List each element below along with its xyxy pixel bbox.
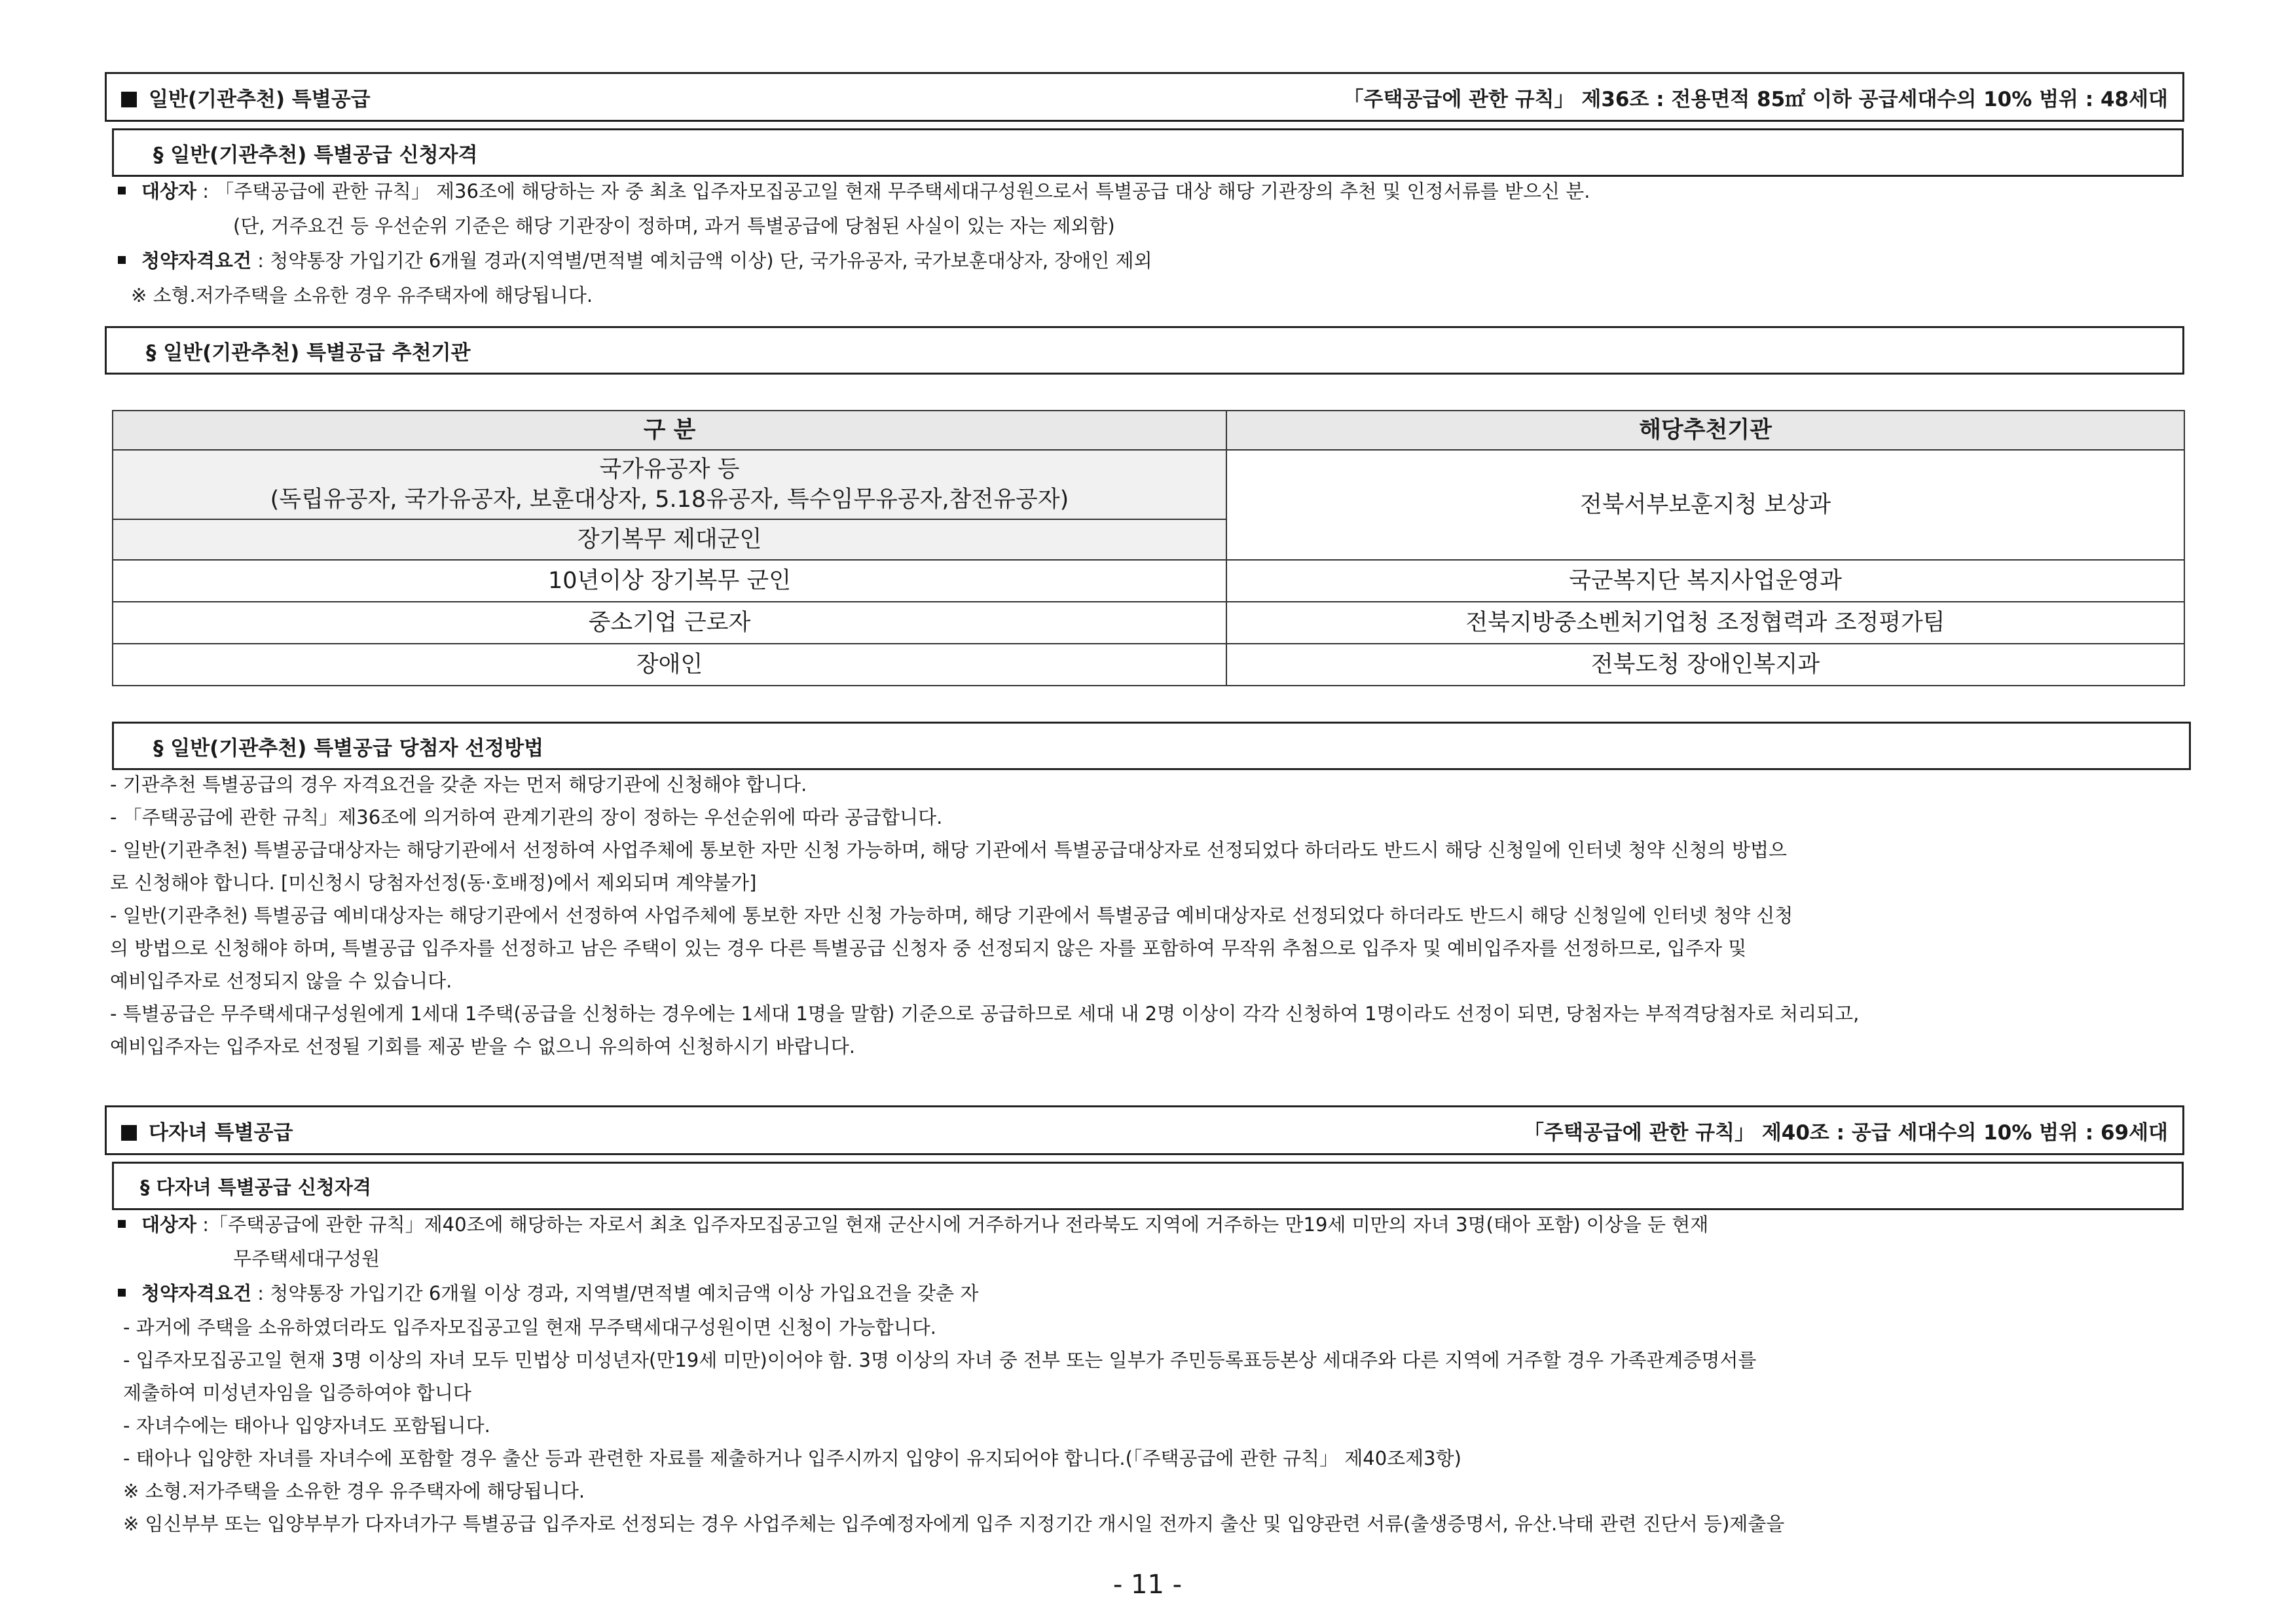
subheader-text: § 일반(기관추천) 특별공급 추천기관: [146, 341, 471, 365]
agency-cell: 전북서부보훈지청 보상과: [1226, 450, 2184, 560]
detail-line: - 과거에 주택을 소유하였더라도 입주자모집공고일 현재 무주택세대구성원이면 신청이 가능합니다.: [123, 1316, 937, 1338]
selection-line: 로 신청해야 합니다. [미신청시 당첨자선정(동·호배정)에서 제외되며 계약불가]: [110, 872, 757, 894]
requirement-label: 청약자격요건: [141, 249, 252, 272]
requirement-text: : 청약통장 가입기간 6개월 경과(지역별/면적별 예치금액 이상) 단, 국가유공자, 국가보훈대상자, 장애인 제외: [251, 249, 1152, 272]
square-bullet-icon: [118, 187, 126, 194]
target-text: : 「주택공급에 관한 규칙」 제36조에 해당하는 자 중 최초 입주자모집공고일 현재 무주택세대구성원으로서 특별공급 대상 해당 기관장의 추천 및 인정서류를 받으신 분.: [196, 180, 1590, 202]
table-row: [113, 644, 2184, 686]
page-number: - 11 -: [1112, 1570, 1183, 1600]
agency-subheader: [105, 326, 2184, 375]
table-row: [113, 560, 2184, 602]
section-rule: 「주택공급에 관한 규칙」 제36조 : 전용면적 85㎡ 이하 공급세대수의 10% 범위 : 48세대: [1343, 87, 2168, 111]
target-text: :「주택공급에 관한 규칙」제40조에 해당하는 자로서 최초 입주자모집공고일 현재 군산시에 거주하거나 전라북도 지역에 거주하는 만19세 미만의 자녀 3명(태아 포함) 이상을 둔 현재: [196, 1213, 1709, 1236]
subheader-text: § 다자녀 특별공급 신청자격: [140, 1175, 371, 1198]
section-title: 일반(기관추천) 특별공급: [149, 87, 371, 111]
section-header-institution-recommended: [105, 72, 2184, 122]
agency-cell: 전북지방중소벤처기업청 조정협력과 조정평가팀: [1226, 602, 2184, 644]
target-line: [118, 178, 1590, 204]
selection-subheader: [112, 722, 2191, 770]
selection-line: - 특별공급은 무주택세대구성원에게 1세대 1주택(공급을 신청하는 경우에는 1세대 1명을 말함) 기준으로 공급하므로 세대 내 2명 이상이 각각 신청하여 1명이라도 선정이 되면, 당첨자는 부적격당첨자로 처리되고,: [110, 1003, 1860, 1025]
eligibility-subheader: [112, 128, 2184, 177]
recommendation-agency-table: [112, 410, 2185, 686]
multi-child-eligibility-subheader: [112, 1162, 2184, 1210]
column-header-category: 구 분: [113, 411, 1226, 450]
category-line: (독립유공자, 국가유공자, 보훈대상자, 5.18유공자, 특수임무유공자,참전유공자): [270, 487, 1069, 513]
square-bullet-icon: [121, 92, 137, 107]
section-rule: 「주택공급에 관한 규칙」 제40조 : 공급 세대수의 10% 범위 : 69세대: [1523, 1120, 2168, 1145]
requirement-label: 청약자격요건: [141, 1282, 252, 1304]
selection-line: 의 방법으로 신청해야 하며, 특별공급 입주자를 선정하고 남은 주택이 있는 경우 다른 특별공급 신청자 중 선정되지 않은 자를 포함하여 무작위 추첨으로 입주자 및 예비입주자를 선정하므로, 입주자 및: [110, 937, 1747, 959]
selection-line: 예비입주자로 선정되지 않을 수 있습니다.: [110, 970, 452, 992]
target-line: [118, 1211, 1708, 1238]
target-label: 대상자: [141, 180, 197, 202]
selection-line: 예비입주자는 입주자로 선정될 기회를 제공 받을 수 없으니 유의하여 신청하시기 바랍니다.: [110, 1035, 855, 1058]
category-cell: [113, 450, 1226, 519]
square-bullet-icon: [121, 1125, 137, 1141]
category-cell: 10년이상 장기복무 군인: [113, 560, 1226, 602]
category-line: 국가유공자 등: [599, 456, 740, 483]
agency-cell: 국군복지단 복지사업운영과: [1226, 560, 2184, 602]
section-title: 다자녀 특별공급: [149, 1120, 293, 1145]
target-label: 대상자: [141, 1213, 197, 1236]
detail-line: 제출하여 미성년자임을 입증하여야 합니다: [123, 1382, 471, 1404]
requirement-line: [118, 248, 1152, 274]
square-bullet-icon: [118, 1220, 126, 1228]
category-cell: 중소기업 근로자: [113, 602, 1226, 644]
selection-line: - 일반(기관추천) 특별공급대상자는 해당기관에서 선정하여 사업주체에 통보한 자만 신청 가능하며, 해당 기관에서 특별공급대상자로 선정되었다 하더라도 반드시 해당 신청일에 인터넷 청약 신청의 방법으: [110, 839, 1788, 861]
table-row: [113, 602, 2184, 644]
target-continuation: 무주택세대구성원: [233, 1247, 380, 1270]
detail-line: - 자녀수에는 태아나 입양자녀도 포함됩니다.: [123, 1414, 490, 1437]
detail-line: - 입주자모집공고일 현재 3명 이상의 자녀 모두 민법상 미성년자(만19세 미만)이어야 함. 3명 이상의 자녀 중 전부 또는 일부가 주민등록표등본상 세대주와 다른 지역에 거주할 경우 가족관계증명서를: [123, 1349, 1757, 1371]
detail-line: ※ 소형.저가주택을 소유한 경우 유주택자에 해당됩니다.: [123, 1480, 585, 1502]
square-bullet-icon: [118, 1289, 126, 1297]
note-line: ※ 소형.저가주택을 소유한 경우 유주택자에 해당됩니다.: [131, 284, 593, 306]
category-cell: 장기복무 제대군인: [113, 519, 1226, 560]
selection-line: - 일반(기관추천) 특별공급 예비대상자는 해당기관에서 선정하여 사업주체에 통보한 자만 신청 가능하며, 해당 기관에서 특별공급 예비대상자로 선정되었다 하더라도 반드시 해당 신청일에 인터넷 청약 신청: [110, 904, 1793, 927]
requirement-text: : 청약통장 가입기간 6개월 이상 경과, 지역별/면적별 예치금액 이상 가입요건을 갖춘 자: [251, 1282, 979, 1304]
column-header-agency: 해당추천기관: [1226, 411, 2184, 450]
detail-line: ※ 임신부부 또는 입양부부가 다자녀가구 특별공급 입주자로 선정되는 경우 사업주체는 입주예정자에게 입주 지정기간 개시일 전까지 출산 및 입양관련 서류(출생증명서, 유산.낙태 관련 진단서 등)제출을: [123, 1513, 1785, 1535]
requirement-line: [118, 1280, 978, 1306]
selection-line: - 「주택공급에 관한 규칙」제36조에 의거하여 관계기관의 장이 정하는 우선순위에 따라 공급합니다.: [110, 806, 943, 828]
category-cell: 장애인: [113, 644, 1226, 686]
section-header-multi-child: [105, 1105, 2184, 1155]
subheader-text: § 일반(기관추천) 특별공급 신청자격: [153, 143, 478, 167]
detail-line: - 태아나 입양한 자녀를 자녀수에 포함할 경우 출산 등과 관련한 자료를 제출하거나 입주시까지 입양이 유지되어야 합니다.(「주택공급에 관한 규칙」 제40조제3항): [123, 1447, 1461, 1469]
selection-line: - 기관추천 특별공급의 경우 자격요건을 갖춘 자는 먼저 해당기관에 신청해야 합니다.: [110, 773, 807, 796]
table-header-row: [113, 411, 2184, 450]
table-row: [113, 450, 2184, 519]
subheader-text: § 일반(기관추천) 특별공급 당첨자 선정방법: [153, 736, 544, 760]
target-note: (단, 거주요건 등 우선순위 기준은 해당 기관장이 정하며, 과거 특별공급에 당첨된 사실이 있는 자는 제외함): [233, 215, 1115, 237]
square-bullet-icon: [118, 256, 126, 264]
agency-cell: 전북도청 장애인복지과: [1226, 644, 2184, 686]
